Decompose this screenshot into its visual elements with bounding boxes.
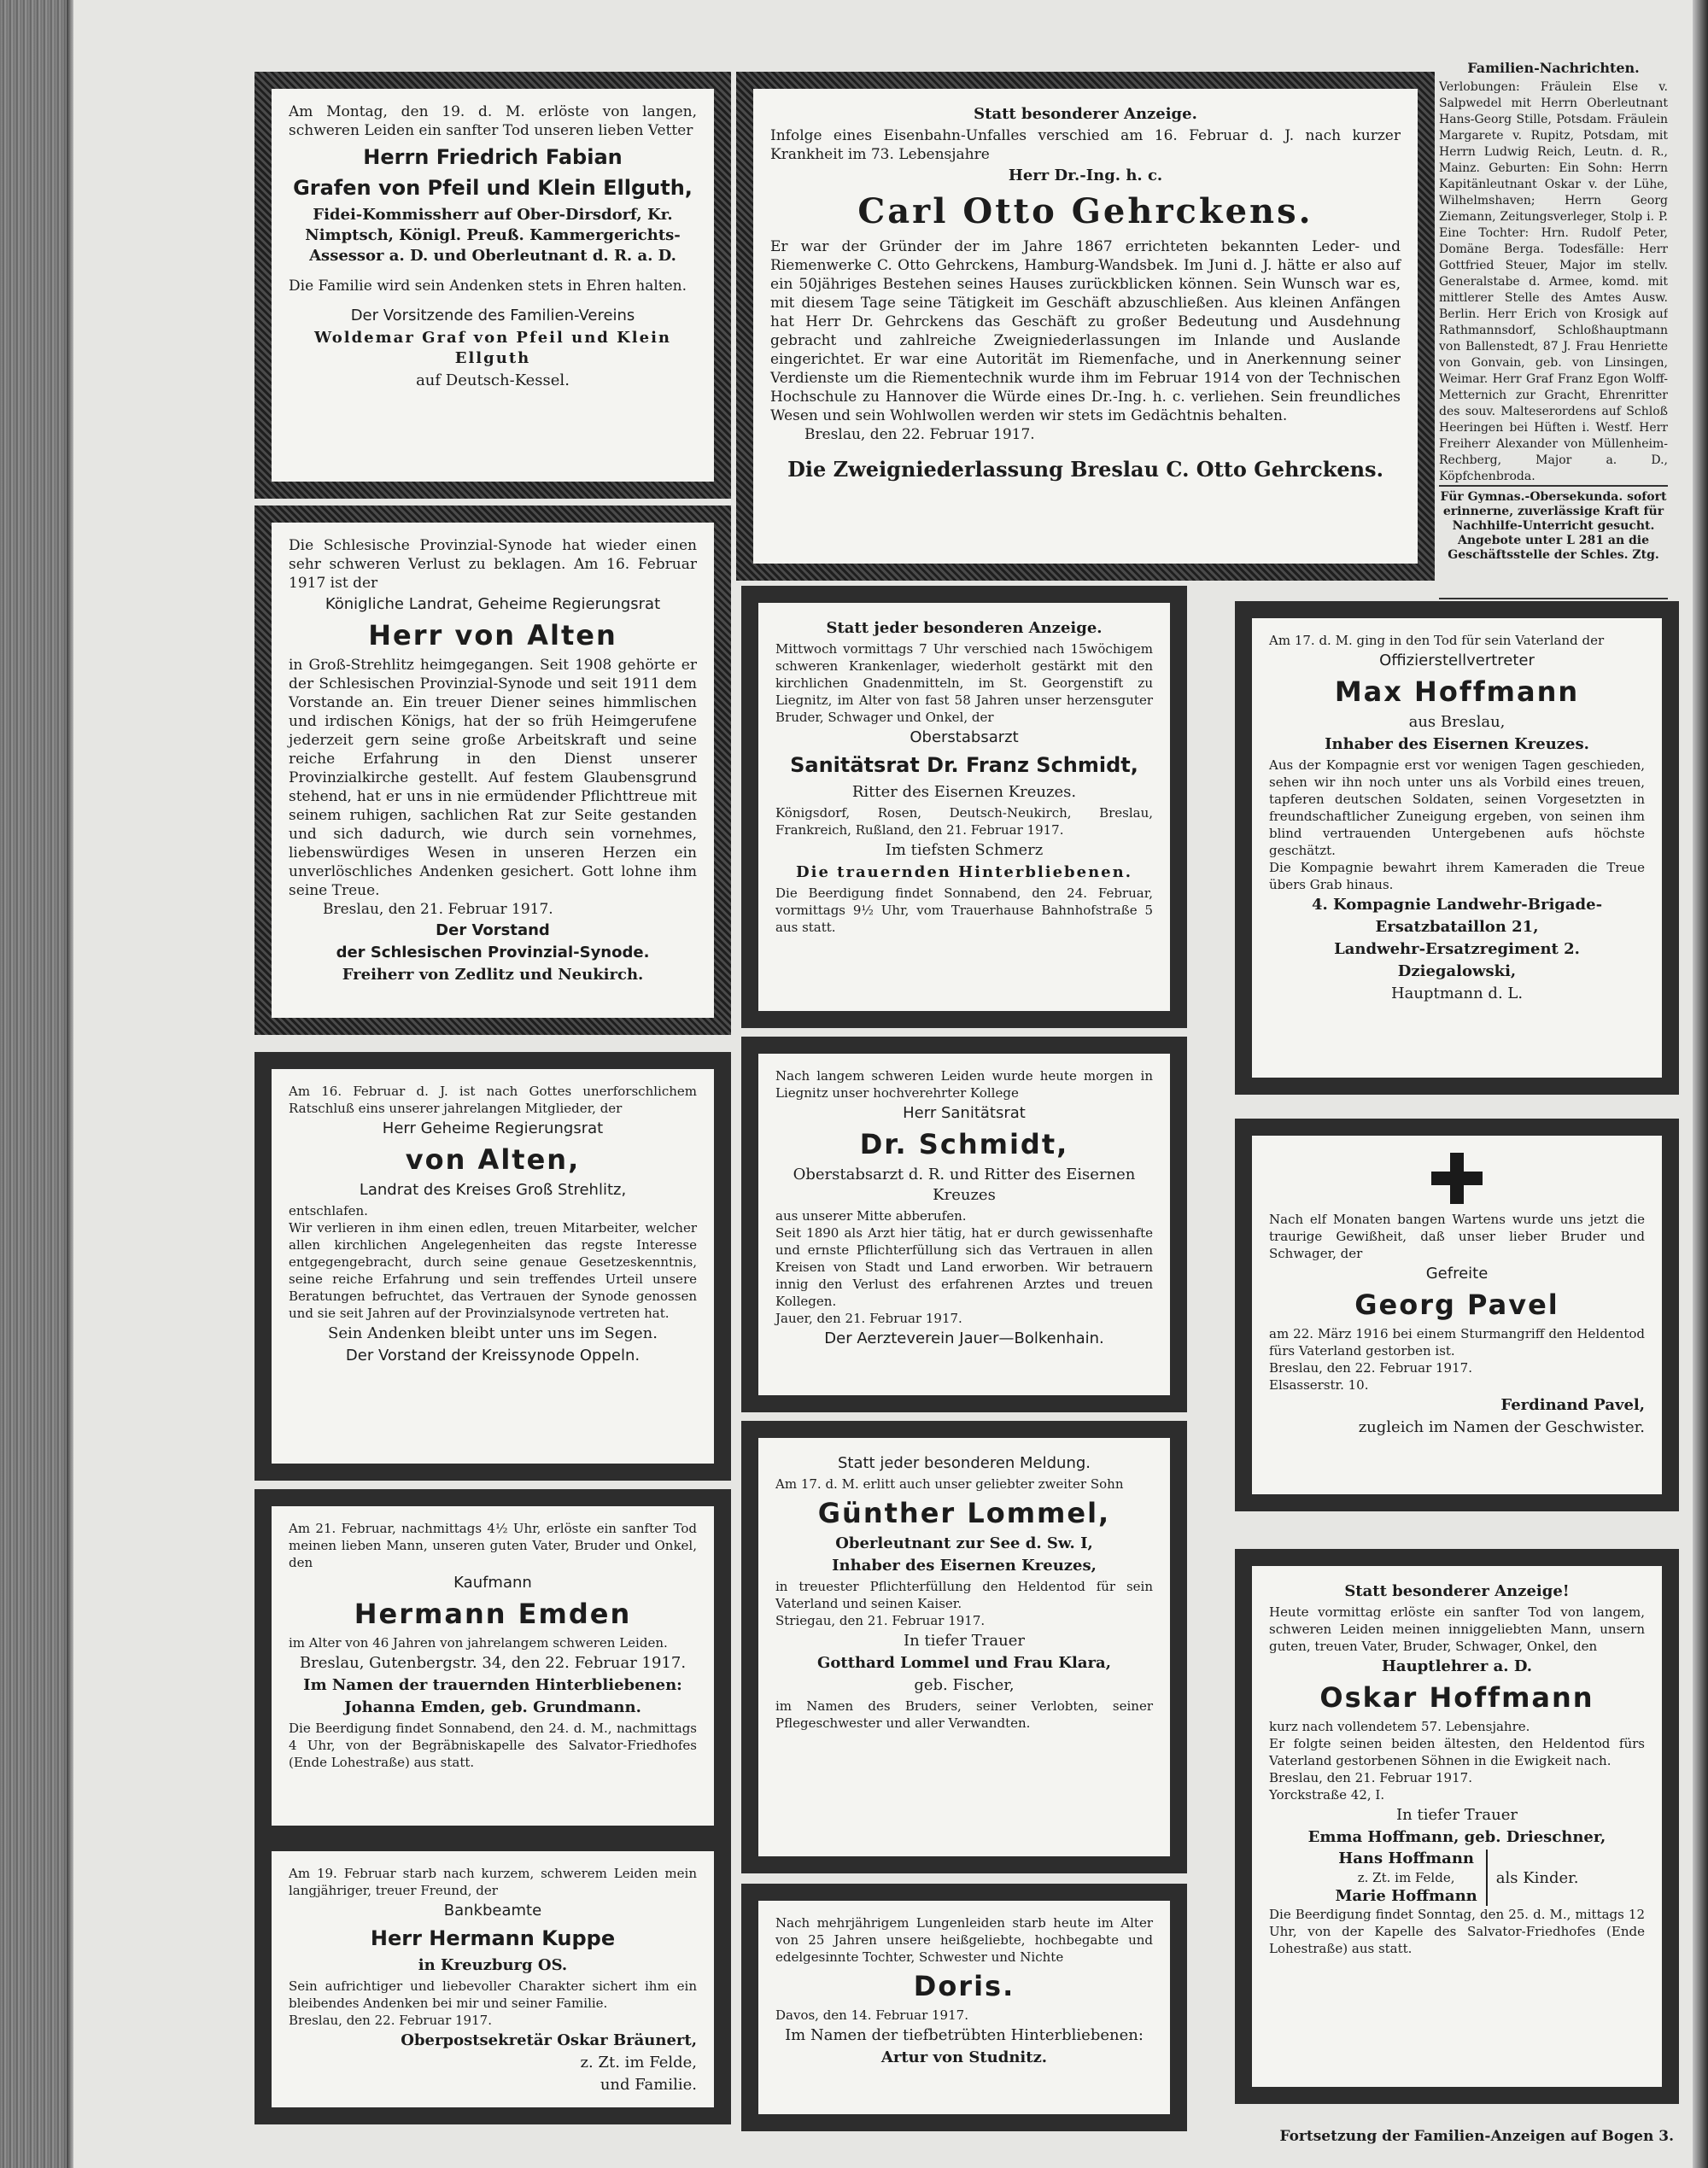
alten-kreissynode-intro: Am 16. Februar d. J. ist nach Gottes unerforschlichem Ratschluß eins unserer jahrelangen Mitglieder, der: [289, 1084, 697, 1116]
pavel-name: Georg Pavel: [1354, 1289, 1559, 1321]
oskar-hoffmann-kid-1-note: z. Zt. im Felde,: [1357, 1870, 1455, 1885]
alten-synode-date: Breslau, den 21. Februar 1917.: [323, 901, 553, 918]
notice-alten-synode: [254, 505, 731, 1035]
max-hoffmann-intro: Am 17. d. M. ging in den Tod für sein Vaterland der: [1269, 633, 1605, 648]
page-right-edge: [1693, 0, 1708, 2168]
gehrckens-title: Herr Dr.-Ing. h. c.: [1008, 167, 1163, 184]
alten-synode-title: Königliche Landrat, Geheime Regierungsrat: [325, 595, 661, 613]
lommel-name: Günther Lommel,: [817, 1497, 1111, 1529]
fabian-name-1: Herrn Friedrich Fabian: [363, 145, 623, 169]
kuppe-signer-3: und Familie.: [600, 2076, 697, 2094]
lommel-signer-3: im Namen des Bruders, seiner Verlobten, seiner Pflegeschwester und aller Verwandten.: [775, 1698, 1153, 1731]
emden-intro: Am 21. Februar, nachmittags 4½ Uhr, erlöste ein sanfter Tod meinen lieben Mann, unseren guten Vater, Bruder und Onkel, den: [289, 1521, 697, 1570]
family-news-text: Verlobungen: Fräulein Else v. Salpwedel mit Herrn Oberleutnant Hans-Georg Stille, Potsdam. Fräulein Margarete v. Rupitz, Potsdam, mit Herrn Ludwig Reich, Leutn. d. R., Mainz. Geburten: Ein Sohn: Herrn Kapitänleutnant Oskar v. der Lühe, Wilhelmshaven; Herrn Georg Ziemann, Zeitungsverleger, Stolp i. P. Eine Tochter: Hrn. Rudolf Peter, Domäne Berga. Todesfälle: Herr Gottfried Steuer, Major im stellv. Generalstabe d. Armee, komd. mit mittlerer Stelle des Amtes Ausw. Berlin. Herr Erich von Krosigk auf Rathmannsdorf, Schloßhauptmann von Ballenstedt, 87 J. Frau Henriette von Gonvain, geb. von Linsingen, Weimar. Herr Graf Franz Egon Wolff-Metternich zur Gracht, Ehrenritter des souv. Malteserordens auf Schloß Heeringen bei Hüften i. Westf. Herr Freiherr Alexander von Müllenheim-Rechberg, Major a. D., Köpfchenbroda.: [1439, 80, 1668, 483]
alten-synode-text: in Groß-Strehlitz heimgegangen. Seit 1908 gehörte er der Schlesischen Provinzial-Synode und seit 1911 dem Vorstande an. Ein treuer Diener seines himmlischen und irdischen Königs, hat der so früh Heimgerufene jederzeit gern seine große Arbeitskraft und seine reiche Erfahrung in den Dienst unserer Provinzialkirche gestellt. Auf festem Glaubensgrund stehend, hat er uns in nie ermüdender Pflichttreue mit seinem ruhigen, sachlichen Rat zur Seite gestanden und sich dadurch, wie durch sein vornehmes, liebenswürdiges Wesen in unseren Herzen ein unverlöschliches Andenken gesichert. Gott lohne ihm seine Treue.: [289, 657, 697, 899]
kuppe-text: Sein aufrichtiger und liebevoller Charakter sichert ihm ein bleibendes Andenken bei mir und seiner Familie.: [289, 1978, 697, 2011]
notice-emden: [254, 1489, 731, 1843]
kuppe-date: Breslau, den 22. Februar 1917.: [289, 2013, 492, 2028]
emden-funeral: Die Beerdigung findet Sonnabend, den 24. d. M., nachmittags 4 Uhr, von der Begräbniskapelle des Salvator-Friedhofes (Ende Lohestraße) aus statt.: [289, 1721, 697, 1770]
gehrckens-signer: Die Zweigniederlassung Breslau C. Otto Gehrckens.: [787, 457, 1383, 482]
max-hoffmann-order: Inhaber des Eisernen Kreuzes.: [1325, 735, 1589, 753]
lommel-grief: In tiefer Trauer: [904, 1632, 1025, 1650]
oskar-hoffmann-date: Breslau, den 21. Februar 1917.: [1269, 1770, 1472, 1785]
notice-doris: [741, 1884, 1187, 2131]
iron-cross-icon: [1431, 1153, 1483, 1204]
lommel-signer-2: geb. Fischer,: [914, 1676, 1015, 1694]
fabian-place: auf Deutsch-Kessel.: [416, 371, 570, 389]
oskar-hoffmann-grief: In tiefer Trauer: [1396, 1806, 1518, 1824]
alten-synode-signer-2: der Schlesischen Provinzial-Synode.: [336, 944, 650, 961]
schmidt-aerzte-intro: Nach langem schweren Leiden wurde heute morgen in Liegnitz unser hochverehrter Kollege: [775, 1068, 1153, 1101]
kuppe-signer-2: z. Zt. im Felde,: [580, 2054, 697, 2072]
alten-kreissynode-title: Herr Geheime Regierungsrat: [382, 1119, 604, 1137]
schmidt-aerzte-title: Herr Sanitätsrat: [903, 1104, 1026, 1122]
kuppe-signer: Oberpostsekretär Oskar Bräunert,: [401, 2031, 697, 2049]
lommel-heading: Statt jeder besonderen Meldung.: [837, 1454, 1091, 1472]
fabian-name-2: Grafen von Pfeil und Klein Ellguth,: [293, 176, 693, 200]
alten-kreissynode-office: Landrat des Kreises Groß Strehlitz,: [359, 1181, 627, 1199]
kuppe-intro: Am 19. Februar starb nach kurzem, schwerem Leiden mein langjähriger, treuer Freund, der: [289, 1866, 697, 1898]
continuation-note: Fortsetzung der Familien-Anzeigen auf Bogen 3.: [1279, 2128, 1674, 2145]
schmidt-family-places: Königsdorf, Rosen, Deutsch-Neukirch, Breslau, Frankreich, Rußland, den 21. Februar 1917.: [775, 805, 1153, 838]
lommel-intro: Am 17. d. M. erlitt auch unser geliebter zweiter Sohn: [775, 1476, 1124, 1492]
lommel-rank: Oberleutnant zur See d. Sw. I,: [835, 1534, 1093, 1552]
notice-schmidt-family: [741, 586, 1187, 1028]
notice-max-hoffmann: [1235, 601, 1679, 1095]
emden-date: Breslau, Gutenbergstr. 34, den 22. Februar 1917.: [299, 1654, 687, 1672]
notice-schmidt-aerzte: [741, 1037, 1187, 1412]
schmidt-aerzte-signer: Der Aerzteverein Jauer—Bolkenhain.: [824, 1329, 1104, 1347]
alten-kreissynode-name: von Alten,: [405, 1143, 581, 1176]
lommel-order: Inhaber des Eisernen Kreuzes,: [832, 1557, 1097, 1575]
alten-kreissynode-signer: Der Vorstand der Kreissynode Oppeln.: [345, 1347, 640, 1364]
emden-grief: Im Namen der trauernden Hinterbliebenen:: [303, 1676, 682, 1694]
schmidt-family-heading: Statt jeder besonderen Anzeige.: [826, 619, 1103, 637]
fabian-text: Die Familie wird sein Andenken stets in Ehren halten.: [289, 278, 687, 295]
oskar-hoffmann-kid-2: Marie Hoffmann: [1335, 1887, 1477, 1905]
schmidt-aerzte-rank: Oberstabsarzt d. R. und Ritter des Eisernen Kreuzes: [793, 1166, 1136, 1204]
alten-synode-signer-1: Der Vorstand: [436, 921, 550, 939]
schmidt-aerzte-text: Seit 1890 als Arzt hier tätig, hat er durch gewissenhafte und ernste Pflichterfüllung sich das Vertrauen in allen Kreisen von Stadt und Land erworben. Wir betrauern innig den Verlust des erfahrenen Arztes und treuen Kollegen.: [775, 1225, 1153, 1309]
fabian-signer: Der Vorsitzende des Familien-Vereins: [350, 307, 635, 324]
schmidt-family-name: Sanitätsrat Dr. Franz Schmidt,: [790, 753, 1138, 777]
gehrckens-name: Carl Otto Gehrckens.: [857, 191, 1313, 231]
alten-kreissynode-text-2: Sein Andenken bleibt unter uns im Segen.: [327, 1324, 658, 1342]
emden-age: im Alter von 46 Jahren von jahrelangem schweren Leiden.: [289, 1635, 668, 1651]
doris-name: Doris.: [913, 1970, 1015, 2002]
pavel-text: am 22. März 1916 bei einem Sturmangriff den Heldentod fürs Vaterland gestorben ist.: [1269, 1326, 1645, 1359]
kuppe-title: Bankbeamte: [443, 1902, 542, 1920]
oskar-hoffmann-kid-1: Hans Hoffmann: [1338, 1850, 1475, 1867]
fabian-signer-name: Woldemar Graf von Pfeil und Klein Ellguth: [314, 329, 671, 367]
schmidt-family-signer: Die trauernden Hinterbliebenen.: [796, 863, 1132, 881]
alten-synode-signer-3: Freiherr von Zedlitz und Neukirch.: [342, 966, 644, 984]
lommel-date: Striegau, den 21. Februar 1917.: [775, 1613, 986, 1628]
oskar-hoffmann-title: Hauptlehrer a. D.: [1381, 1657, 1533, 1675]
doris-intro: Nach mehrjährigem Lungenleiden starb heute im Alter von 25 Jahren unsere heißgeliebte, hochbegabte und edelgesinnte Tochter, Schwester und Nichte: [775, 1915, 1153, 1965]
fabian-title: Fidei-Kommissherr auf Ober-Dirsdorf, Kr. Nimptsch, Königl. Preuß. Kammergerichts-Assessor a. D. und Oberleutnant d. R. a. D.: [305, 206, 681, 265]
max-hoffmann-from: aus Breslau,: [1408, 713, 1506, 731]
max-hoffmann-rank: Offizierstellvertreter: [1379, 652, 1535, 669]
max-hoffmann-name: Max Hoffmann: [1334, 675, 1580, 708]
page-edge: [67, 0, 73, 2168]
emden-title: Kaufmann: [453, 1574, 532, 1592]
pavel-date: Breslau, den 22. Februar 1917.: [1269, 1360, 1472, 1376]
oskar-hoffmann-children-names: [1335, 1850, 1487, 1906]
alten-synode-intro: Die Schlesische Provinzial-Synode hat wieder einen sehr schweren Verlust zu beklagen. Am 16. Februar 1917 ist der: [289, 537, 697, 592]
oskar-hoffmann-wife: Emma Hoffmann, geb. Drieschner,: [1307, 1828, 1606, 1846]
book-spine: [0, 0, 67, 2168]
alten-kreissynode-verb: entschlafen.: [289, 1203, 368, 1218]
oskar-hoffmann-address: Yorckstraße 42, I.: [1269, 1787, 1385, 1803]
kuppe-place: in Kreuzburg OS.: [418, 1956, 568, 1974]
notice-oskar-hoffmann: [1235, 1549, 1679, 2104]
kuppe-name: Herr Hermann Kuppe: [370, 1926, 616, 1950]
pavel-signer: Ferdinand Pavel,: [1500, 1396, 1645, 1414]
schmidt-family-funeral: Die Beerdigung findet Sonnabend, den 24. Februar, vormittags 9½ Uhr, vom Trauerhause Bahnhofstraße 5 aus statt.: [775, 885, 1153, 935]
notice-fabian: [254, 72, 731, 499]
max-hoffmann-text: Aus der Kompagnie erst vor wenigen Tagen geschieden, sehen wir ihn noch unter uns als Vorbild eines treuen, tapferen deutschen Soldaten, seinen Vorgesetzten in freundschaftlicher Zuneigung ergeben, von seinen ihm blind vertrauenden Untergebenen aufs höchste geschätzt.: [1269, 757, 1645, 858]
oskar-hoffmann-text-2: Er folgte seinen beiden ältesten, den Heldentod fürs Vaterland gestorbenen Söhnen in die Ewigkeit nach.: [1269, 1736, 1645, 1768]
oskar-hoffmann-text: kurz nach vollendetem 57. Lebensjahre.: [1269, 1719, 1530, 1734]
notice-pavel: [1235, 1119, 1679, 1511]
oskar-hoffmann-kids-label: als Kinder.: [1495, 1868, 1579, 1887]
oskar-hoffmann-funeral: Die Beerdigung findet Sonntag, den 25. d. M., mittags 12 Uhr, von der Kapelle des Salvator-Friedhofes (Ende Lohestraße) aus statt.: [1269, 1907, 1645, 1956]
max-hoffmann-signer: Dziegalowski,: [1397, 962, 1517, 980]
gehrckens-text: Er war der Gründer der im Jahre 1867 errichteten bekannten Leder- und Riemenwerke C. Otto Gehrckens, Hamburg-Wandsbek. Im Juni d. J. hätte er also auf ein 50jähriges Bestehen seines Hauses zurückblicken können. Sein Wunsch war es, mit diesem Tage seine Tätigkeit im Geschäft abzuschließen. Aus kleinen Anfängen hat Herr Dr. Gehrckens das Geschäft zu großer Bedeutung und Ausdehnung gebracht und zahlreiche Zweigniederlassungen im Inlande und Auslande eingerichtet. Er war eine Autorität im Riemenfache, und in Anerkennung seiner Verdienste um die Riementechnik wurde ihm im Februar 1914 von der Technischen Hochschule zu Hannover die Würde eines Dr.-Ing. h. c. verliehen. Sein freundliches Wesen und sein Wohlwollen werden wir stets im Gedächtnis behalten.: [770, 238, 1401, 424]
lommel-signer: Gotthard Lommel und Frau Klara,: [817, 1654, 1111, 1672]
max-hoffmann-unit-2: Ersatzbataillon 21,: [1375, 918, 1539, 936]
oskar-hoffmann-children: [1269, 1850, 1645, 1906]
pavel-rank: Gefreite: [1425, 1265, 1489, 1283]
gehrckens-intro: Infolge eines Eisenbahn-Unfalles verschied am 16. Februar d. J. nach kurzer Krankheit im 73. Lebensjahre: [770, 127, 1401, 163]
pavel-intro: Nach elf Monaten bangen Wartens wurde uns jetzt die traurige Gewißheit, daß unser lieber Bruder und Schwager, der: [1269, 1212, 1645, 1261]
max-hoffmann-unit-1: 4. Kompagnie Landwehr-Brigade-: [1311, 896, 1603, 914]
emden-signer: Johanna Emden, geb. Grundmann.: [344, 1698, 641, 1716]
oskar-hoffmann-heading: Statt besonderer Anzeige!: [1344, 1582, 1570, 1600]
oskar-hoffmann-intro: Heute vormittag erlöste ein sanfter Tod von langem, schweren Leiden meinen inniggeliebten Mann, unsern guten, treuen Vater, Bruder, Schwager, Onkel, den: [1269, 1604, 1645, 1654]
doris-grief: Im Namen der tiefbetrübten Hinterbliebenen:: [785, 2026, 1144, 2044]
max-hoffmann-signer-rank: Hauptmann d. L.: [1390, 985, 1524, 1002]
family-news-header: Familien-Nachrichten.: [1467, 60, 1640, 76]
fabian-intro: Am Montag, den 19. d. M. erlöste von langen, schweren Leiden ein sanfter Tod unseren lieben Vetter: [289, 103, 697, 139]
gehrckens-date: Breslau, den 22. Februar 1917.: [804, 426, 1035, 443]
emden-name: Hermann Emden: [354, 1598, 632, 1630]
schmidt-family-rank: Oberstabsarzt: [910, 728, 1019, 746]
notice-gehrckens: [736, 72, 1435, 581]
pavel-address: Elsasserstr. 10.: [1269, 1377, 1369, 1393]
schmidt-aerzte-date: Jauer, den 21. Februar 1917.: [775, 1311, 962, 1326]
schmidt-aerzte-verb: aus unserer Mitte abberufen.: [775, 1208, 967, 1224]
alten-synode-name: Herr von Alten: [368, 619, 617, 652]
pavel-signer-2: zugleich im Namen der Geschwister.: [1358, 1418, 1645, 1436]
tutoring-ad-text: Für Gymnas.-Obersekunda. sofort erinnerne, zuverlässige Kraft für Nachhilfe-Unterricht gesucht. Angebote unter L 281 an die Geschäftsstelle der Schles. Ztg.: [1440, 490, 1667, 562]
max-hoffmann-text-2: Die Kompagnie bewahrt ihrem Kameraden die Treue übers Grab hinaus.: [1269, 860, 1645, 892]
lommel-text: in treuester Pflichterfüllung den Heldentod für sein Vaterland und seinen Kaiser.: [775, 1579, 1153, 1611]
doris-signer: Artur von Studnitz.: [880, 2048, 1048, 2066]
tutoring-ad: [1439, 485, 1668, 599]
schmidt-family-order: Ritter des Eisernen Kreuzes.: [851, 783, 1077, 801]
schmidt-family-grief: Im tiefsten Schmerz: [885, 841, 1044, 859]
alten-kreissynode-text: Wir verlieren in ihm einen edlen, treuen Mitarbeiter, welcher allen kirchlichen Angelegenheiten das regste Interesse entgegengebracht, durch seine genaue Gesetzeskenntnis, seine reiche Erfahrung und sein treffendes Urteil unsere Beratungen befruchtet, das Vertrauen der Synode genossen und sie seit Jahren auf der Provinzialsynode vertreten hat.: [289, 1220, 697, 1321]
notice-alten-kreissynode: [254, 1052, 731, 1481]
oskar-hoffmann-name: Oskar Hoffmann: [1319, 1681, 1594, 1714]
max-hoffmann-unit-3: Landwehr-Ersatzregiment 2.: [1334, 940, 1580, 958]
notice-kuppe: [254, 1834, 731, 2124]
schmidt-family-intro: Mittwoch vormittags 7 Uhr verschied nach 15wöchigem schweren Krankenlager, wiederholt gestärkt mit den kirchlichen Gnadenmitteln, im St. Georgenstift zu Liegnitz, im Alter von fast 58 Jahren unser herzensguter Bruder, Schwager und Onkel, der: [775, 641, 1153, 725]
doris-date: Davos, den 14. Februar 1917.: [775, 2007, 968, 2023]
schmidt-aerzte-name: Dr. Schmidt,: [859, 1128, 1069, 1160]
notice-lommel: [741, 1421, 1187, 1873]
gehrckens-heading: Statt besonderer Anzeige.: [974, 105, 1197, 123]
